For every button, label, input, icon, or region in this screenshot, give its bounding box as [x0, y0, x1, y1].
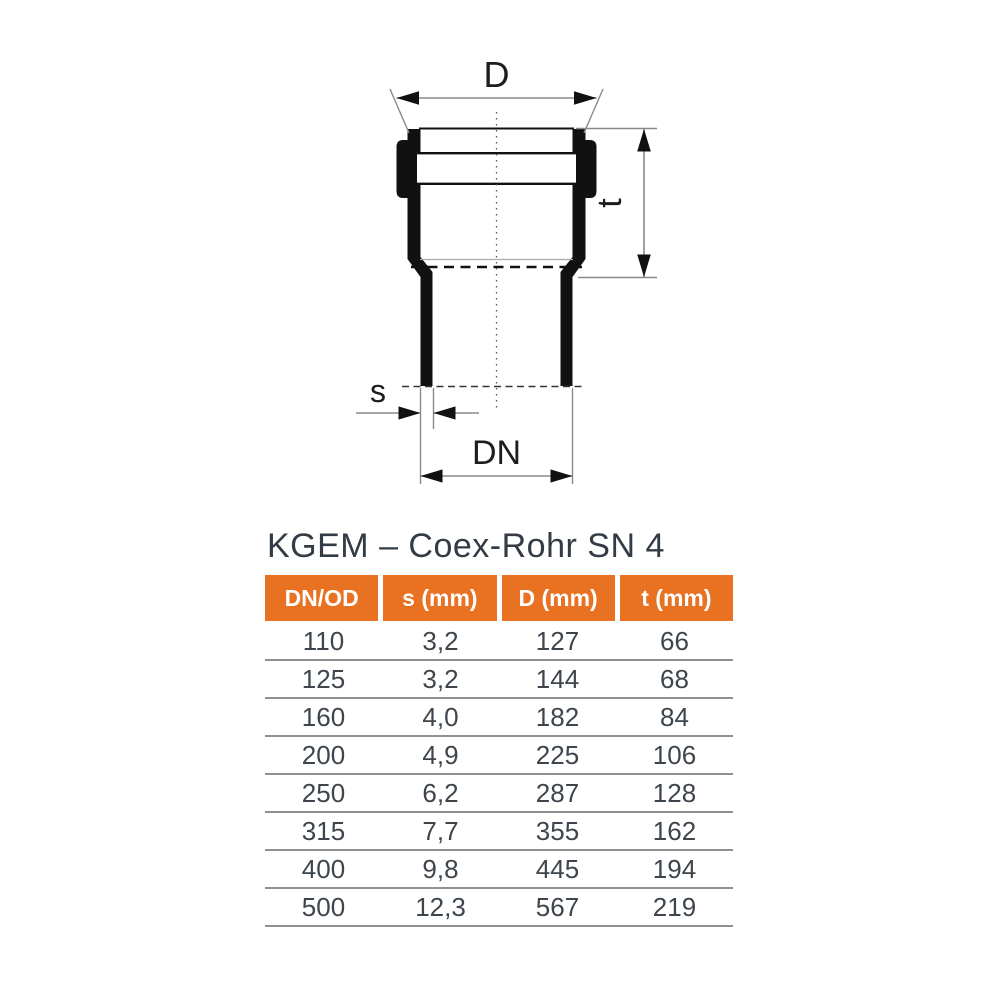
cell-t: 162	[652, 815, 697, 846]
dimension-t-arrow-bottom	[637, 255, 651, 278]
cell-s: 6,2	[422, 777, 459, 808]
column-header-d: D (mm)	[502, 575, 615, 621]
table-row	[265, 813, 733, 851]
cell-dn-od: 250	[301, 777, 346, 808]
cell-dn-od: 315	[301, 815, 346, 846]
cell-s: 12,3	[415, 891, 466, 922]
column-header-dn-od: DN/OD	[265, 575, 378, 621]
cell-s: 7,7	[422, 815, 459, 846]
table-row	[265, 889, 733, 927]
cell-t: 106	[652, 739, 697, 770]
table-row	[265, 737, 733, 775]
dimension-s-arrow-left	[399, 406, 421, 419]
cell-t: 66	[660, 625, 689, 656]
cell-d: 182	[535, 701, 580, 732]
cell-dn-od: 160	[301, 701, 346, 732]
dimension-t-arrow-top	[637, 129, 651, 152]
gasket-groove-band	[417, 152, 576, 185]
cell-dn-od: 200	[301, 739, 346, 770]
table-row	[265, 851, 733, 889]
cell-d: 225	[535, 739, 580, 770]
table-title: KGEM – Coex-Rohr SN 4	[267, 527, 665, 565]
cell-s: 9,8	[422, 853, 459, 884]
table-header-row	[265, 575, 733, 621]
cell-t: 84	[660, 701, 689, 732]
cell-s: 3,2	[422, 625, 459, 656]
table-row	[265, 699, 733, 737]
cell-s: 4,0	[422, 701, 459, 732]
cell-dn-od: 500	[301, 891, 346, 922]
cell-dn-od: 400	[301, 853, 346, 884]
dimension-label-t: t	[591, 198, 629, 208]
cell-t: 128	[652, 777, 697, 808]
dimension-label-dn: DN	[471, 434, 522, 472]
dimension-d-arrow-left	[397, 91, 420, 105]
cell-d: 144	[535, 663, 580, 694]
dimension-d-arrow-right	[574, 91, 597, 105]
cell-s: 3,2	[422, 663, 459, 694]
cell-t: 194	[652, 853, 697, 884]
cell-dn-od: 125	[301, 663, 346, 694]
cell-d: 355	[535, 815, 580, 846]
column-header-t: t (mm)	[620, 575, 733, 621]
dimension-table-section	[265, 528, 733, 927]
dimension-dn-arrow-left	[421, 469, 443, 482]
dimension-label-s: s	[370, 373, 386, 409]
cell-d: 127	[535, 625, 580, 656]
cell-t: 68	[660, 663, 689, 694]
table-body	[265, 621, 733, 927]
cell-s: 4,9	[422, 739, 459, 770]
table-row	[265, 623, 733, 661]
dimension-label-d: D	[483, 54, 510, 95]
dimension-s-arrow-right	[434, 406, 456, 419]
table-row	[265, 661, 733, 699]
cell-t: 219	[652, 891, 697, 922]
dimension-d	[390, 89, 603, 133]
cell-d: 445	[535, 853, 580, 884]
table-row	[265, 775, 733, 813]
column-header-s: s (mm)	[383, 575, 496, 621]
dimension-dn-arrow-right	[551, 469, 573, 482]
cell-d: 567	[535, 891, 580, 922]
cell-d: 287	[535, 777, 580, 808]
cell-dn-od: 110	[302, 625, 345, 656]
